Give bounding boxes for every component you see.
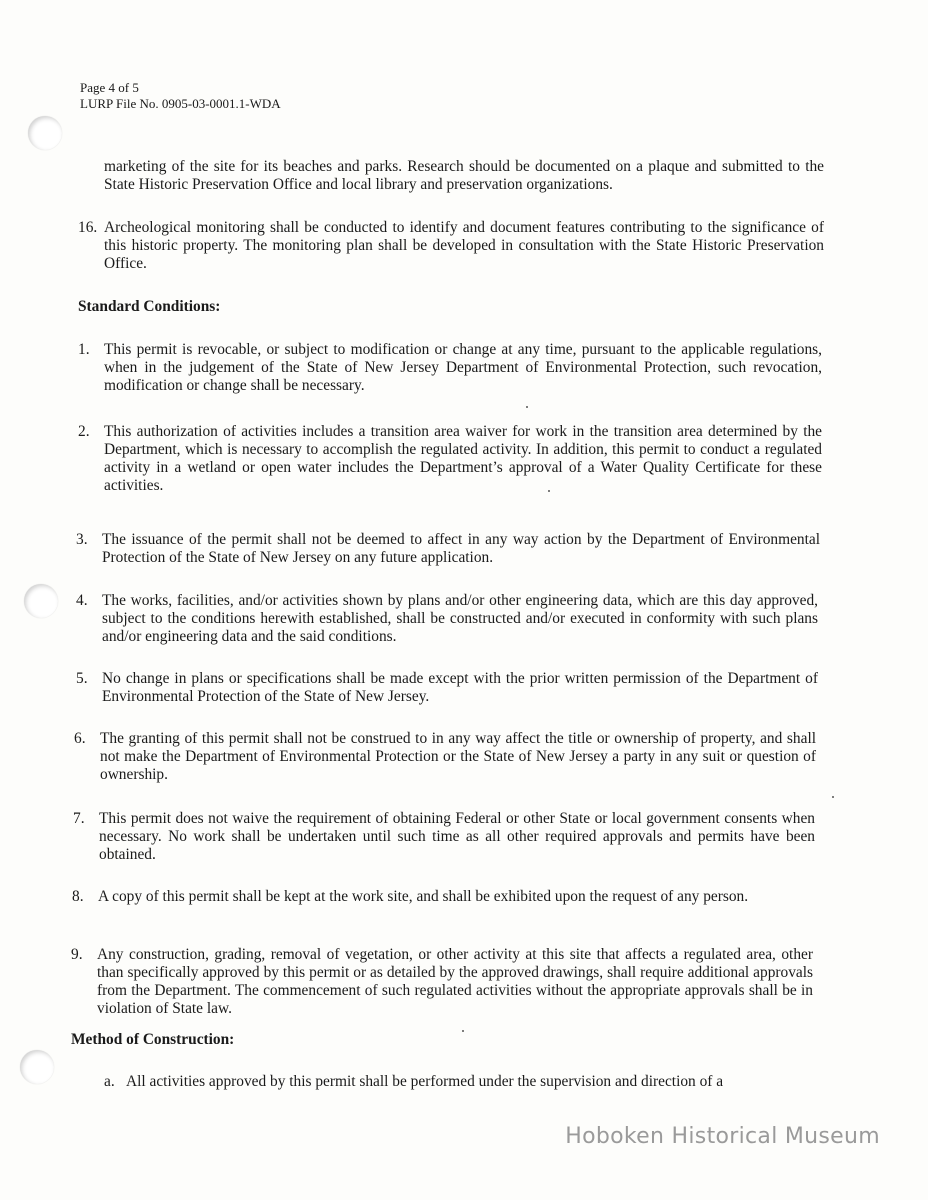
item-number: 6.: [74, 730, 86, 747]
standard-condition-1: [78, 341, 822, 395]
item-number: 7.: [73, 810, 85, 827]
item-text: This permit is revocable, or subject to modification or change at any time, pursuant to the applicable regulations, when in the judgement of the State of New Jersey Department of Environmental Protection, such revocation, modification or change shall be necessary.: [104, 341, 822, 394]
scan-speck: [832, 796, 834, 798]
binder-hole-top: [28, 116, 62, 150]
item-text: The issuance of the permit shall not be deemed to affect in any way action by the Department of Environmental Protection of the State of New Jersey on any future application.: [102, 531, 820, 566]
item-text: Any construction, grading, removal of vegetation, or other activity at this site that affects a regulated area, other than specifically approved by this permit or as detailed by the approved drawings, shall require additional approvals from the Department. The commencement of such regulated activities without the appropriate approvals shall be in violation of State law.: [97, 946, 813, 1017]
item-number: 3.: [76, 531, 88, 548]
page-number: Page 4 of 5: [80, 80, 139, 95]
page-header: [80, 80, 281, 112]
scan-speck: [548, 490, 550, 492]
museum-watermark: Hoboken Historical Museum: [565, 1124, 880, 1149]
binder-hole-middle: [24, 584, 58, 618]
item-number: 4.: [76, 592, 88, 609]
item-text: The granting of this permit shall not be construed to in any way affect the title or ownership of property, and shall not make the Department of Environmental Protection or the State of New Jersey a party in any suit or question of ownership.: [100, 730, 816, 783]
standard-condition-5: [76, 670, 818, 706]
binder-hole-bottom: [20, 1050, 54, 1084]
standard-condition-7: [73, 810, 815, 864]
standard-condition-9: [71, 946, 813, 1018]
standard-condition-4: [76, 592, 818, 646]
item-text: A copy of this permit shall be kept at the work site, and shall be exhibited upon the request of any person.: [98, 888, 749, 905]
item-letter: a.: [104, 1073, 115, 1090]
standard-condition-8: [72, 888, 814, 906]
continuation-paragraph: [104, 158, 824, 194]
item-number: 2.: [78, 423, 90, 440]
item-text: Archeological monitoring shall be conducted to identify and document features contributing to the significance of this historic property. The monitoring plan shall be developed in consultation with the State Historic Preservation Office.: [104, 219, 824, 272]
item-number: 8.: [72, 888, 84, 905]
item-number: 5.: [76, 670, 88, 687]
item-number: 9.: [71, 946, 83, 963]
continuation-text: marketing of the site for its beaches and parks. Research should be documented on a plaque and submitted to the State Historic Preservation Office and local library and preservation organizations.: [104, 158, 824, 193]
scan-speck: [526, 406, 528, 408]
item-number: 16.: [78, 219, 98, 236]
standard-condition-3: [76, 531, 820, 567]
file-number: LURP File No. 0905-03-0001.1-WDA: [80, 96, 281, 111]
item-number: 1.: [78, 341, 90, 358]
item-text: No change in plans or specifications shall be made except with the prior written permission of the Department of Environmental Protection of the State of New Jersey.: [102, 670, 818, 705]
item-text: All activities approved by this permit shall be performed under the supervision and direction of a: [126, 1073, 724, 1090]
method-item-a: [104, 1073, 816, 1091]
item-text: The works, facilities, and/or activities shown by plans and/or other engineering data, which are this day approved, subject to the conditions herewith established, shall be constructed and/or executed in conformity with such plans and/or engineering data and the said conditions.: [102, 592, 818, 645]
special-condition-16: [78, 219, 824, 273]
item-text: This authorization of activities includes a transition area waiver for work in the transition area determined by the Department, which is necessary to accomplish the regulated activity. In addition, this permit to conduct a regulated activity in a wetland or open water includes the Department’s approval of a Water Quality Certificate for these activities.: [104, 423, 822, 494]
standard-condition-6: [74, 730, 816, 784]
standard-conditions-heading: Standard Conditions:: [78, 298, 221, 315]
item-text: This permit does not waive the requirement of obtaining Federal or other State or local government consents when necessary. No work shall be undertaken until such time as all other required approvals and permits have been obtained.: [99, 810, 815, 863]
standard-condition-2: [78, 423, 822, 495]
scan-speck: [462, 1030, 464, 1032]
method-of-construction-heading: Method of Construction:: [71, 1031, 235, 1048]
